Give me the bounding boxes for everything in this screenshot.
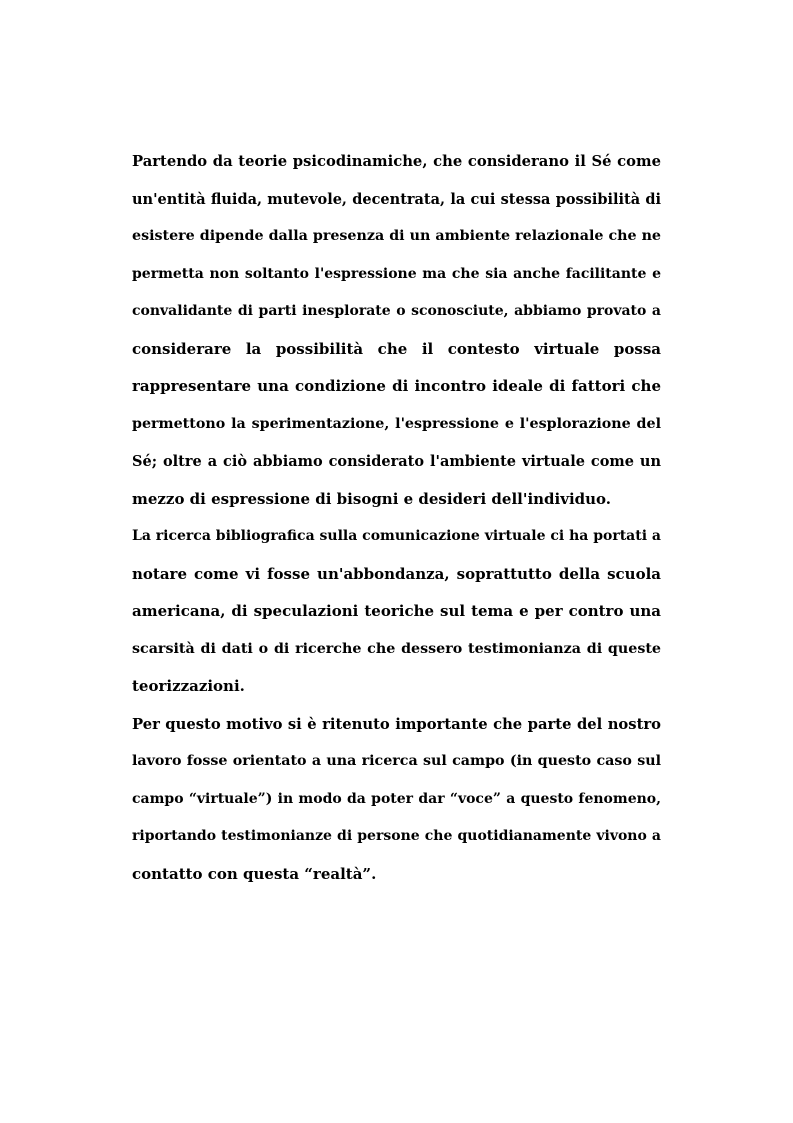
text-line: Per questo motivo si è ritenuto importante che parte del nostro	[132, 715, 661, 733]
text-line: un'entità fluida, mutevole, decentrata, la cui stessa possibilità di	[132, 190, 661, 208]
text-line: rappresentare una condizione di incontro ideale di fattori che	[132, 377, 661, 395]
text-line: riportando testimonianze di persone che quotidianamente vivono a	[132, 828, 661, 844]
paragraph-2	[132, 518, 661, 706]
text-line: Sé; oltre a ciò abbiamo considerato l'ambiente virtuale come un	[132, 453, 661, 470]
text-line: teorizzazioni.	[132, 677, 245, 695]
text-line: permetta non soltanto l'espressione ma che sia anche facilitante e	[132, 265, 661, 282]
text-line: convalidante di parti inesplorate o sconosciute, abbiamo provato a	[132, 303, 661, 319]
text-line: permettono la sperimentazione, l'espressione e l'esplorazione del	[132, 415, 661, 432]
paragraph-1	[132, 143, 661, 518]
text-line: americana, di speculazioni teoriche sul tema e per contro una	[132, 602, 661, 620]
text-line: mezzo di espressione di bisogni e desideri dell'individuo.	[132, 489, 612, 508]
text-line: Partendo da teorie psicodinamiche, che considerano il Sé come	[132, 153, 661, 170]
text-line: campo “virtuale”) in modo da poter dar “voce” a questo fenomeno,	[132, 790, 661, 807]
text-line: considerare la possibilità che il contesto virtuale possa	[132, 339, 661, 358]
text-line: esistere dipende dalla presenza di un ambiente relazionale che ne	[132, 228, 661, 244]
body-text	[132, 143, 661, 893]
text-line: scarsità di dati o di ricerche che dessero testimonianza di queste	[132, 640, 661, 657]
text-line: notare come vi fosse un'abbondanza, soprattutto della scuola	[132, 564, 661, 583]
text-line: lavoro fosse orientato a una ricerca sul campo (in questo caso sul	[132, 753, 661, 769]
text-line: contatto con questa “realtà”.	[132, 864, 377, 883]
paragraph-3	[132, 706, 661, 894]
text-line: La ricerca bibliografica sulla comunicazione virtuale ci ha portati a	[132, 528, 661, 544]
